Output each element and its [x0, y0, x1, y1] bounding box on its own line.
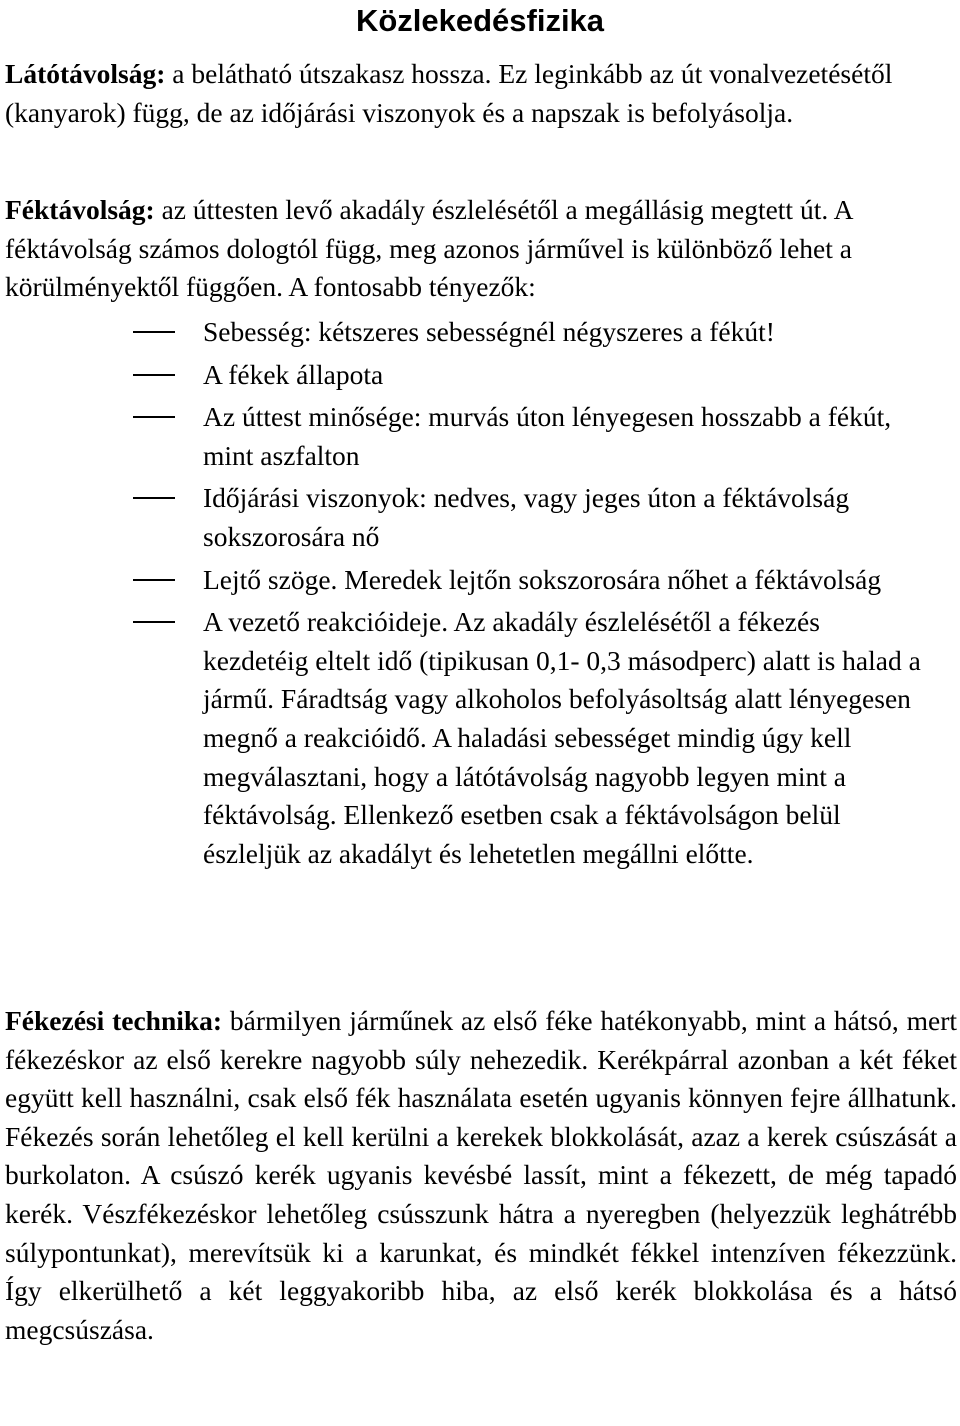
list-item-text: Az úttest minősége: murvás úton lényegesen hosszabb a fékút, mint aszfalton [203, 401, 892, 471]
list-item-text: Sebesség: kétszeres sebességnél négyszeres a fékút! [203, 316, 775, 347]
list-item [0, 398, 960, 475]
list-item [0, 313, 960, 352]
page-title: Közlekedésfizika [355, 3, 605, 38]
term-fekezesi-technika: Fékezési technika: [5, 1005, 223, 1036]
definition-latotavolsag: a belátható útszakasz hossza. Ez leginkább az út vonalvezetésétől (kanyarok) függ, de az időjárási viszonyok és a napszak is befolyásolja. [5, 58, 893, 128]
factor-list [0, 313, 960, 877]
list-item-text: A fékek állapota [203, 358, 384, 390]
list-item [0, 603, 960, 873]
list-item-text: Lejtő szöge. Meredek lejtőn sokszorosára nőhet a féktávolság [203, 563, 882, 595]
definition-fekezesi-technika: bármilyen járműnek az első féke hatékonyabb, mint a hátsó, mert fékezéskor az első kerekre nagyobb súly nehezedik. Kerékpárral azonban a két féket együtt kell használni, csak első fék használata esetén ugyanis könnyen fejre állhatunk. Fékezés során lehetőleg el kell kerülni a kerekek blokkolását, azaz a kerek csúszását a burkolaton. A csúszó kerék ugyanis kevésbé lassít, mint a fékezett, de még tapadó kerék. Vészfékezéskor lehetőleg csússzunk hátra a nyeregben (helyezzük leghátrébb súlypontunkat), merevítsük ki a karunkat, és mindkét fékkel intenzíven fékezzünk. Így elkerülhető a két leggyakoribb hiba, az első kerék blokkolása és a hátsó megcsúszása. [5, 1005, 958, 1345]
dash-bullet-icon [133, 416, 175, 418]
dash-bullet-icon [133, 497, 175, 499]
paragraph-latotavolsag [5, 55, 957, 132]
term-fektavolsag: Féktávolság: [5, 194, 155, 225]
dash-bullet-icon [133, 331, 175, 333]
list-item [0, 561, 960, 600]
list-item [0, 356, 960, 395]
dash-bullet-icon [133, 374, 175, 376]
paragraph-fekezesi-technika [5, 1002, 957, 1349]
list-item-text: A vezető reakcióideje. Az akadály észlelésétől a fékezés kezdetéig eltelt idő (tipikusan 0,1- 0,3 másodperc) alatt is halad a jármű. Fáradtság vagy alkoholos befolyásoltság alatt lényegesen megnő a reakcióidő. A haladási sebességet mindig úgy kell megválasztani, hogy a látótávolság nagyobb legyen mint a féktávolság. Ellenkező esetben csak a féktávolságon belül észleljük az akadályt és lehetetlen megállni előtte. [203, 606, 921, 869]
definition-fektavolsag: az úttesten levő akadály észlelésétől a megállásig megtett út. A féktávolság számos dologtól függ, meg azonos járművel is különböző lehet a körülményektől függően. A fontosabb tényezők: [5, 194, 852, 303]
dash-bullet-icon [133, 621, 175, 623]
paragraph-fektavolsag [5, 191, 957, 307]
dash-bullet-icon [133, 579, 175, 581]
list-item-text: Időjárási viszonyok: nedves, vagy jeges úton a féktávolság sokszorosára nő [203, 482, 850, 552]
term-latotavolsag: Látótávolság: [5, 58, 166, 89]
list-item [0, 479, 960, 556]
